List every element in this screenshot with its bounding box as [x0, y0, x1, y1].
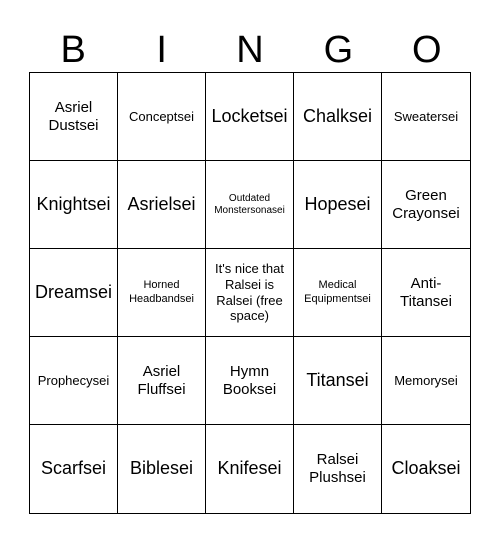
bingo-cell-r3c2[interactable]: Horned Headbandsei	[118, 249, 206, 337]
bingo-cell-r2c2[interactable]: Asrielsei	[118, 161, 206, 249]
bingo-cell-r1c5[interactable]: Sweatersei	[382, 73, 470, 161]
bingo-cell-r3c5[interactable]: Anti-Titansei	[382, 249, 470, 337]
bingo-cell-r1c2[interactable]: Conceptsei	[118, 73, 206, 161]
bingo-cell-r2c1[interactable]: Knightsei	[30, 161, 118, 249]
bingo-cell-r1c3[interactable]: Locketsei	[206, 73, 294, 161]
bingo-cell-r4c2[interactable]: Asriel Fluffsei	[118, 337, 206, 425]
bingo-cell-r4c3[interactable]: Hymn Booksei	[206, 337, 294, 425]
bingo-cell-r2c5[interactable]: Green Crayonsei	[382, 161, 470, 249]
bingo-cell-r5c1[interactable]: Scarfsei	[30, 425, 118, 513]
bingo-cell-r5c2[interactable]: Biblesei	[118, 425, 206, 513]
header-letter-b: B	[60, 29, 86, 71]
bingo-cell-r3c4[interactable]: Medical Equipmentsei	[294, 249, 382, 337]
header-letter-g: G	[323, 29, 354, 71]
bingo-cell-r1c1[interactable]: Asriel Dustsei	[30, 73, 118, 161]
bingo-cell-r4c4[interactable]: Titansei	[294, 337, 382, 425]
header-letter-n: N	[236, 29, 264, 71]
bingo-card	[29, 72, 471, 514]
bingo-cell-r2c4[interactable]: Hopesei	[294, 161, 382, 249]
bingo-cell-free-space[interactable]: It's nice that Ralsei is Ralsei (free space)	[206, 249, 294, 337]
header-letter-i: I	[156, 29, 167, 71]
bingo-cell-r5c3[interactable]: Knifesei	[206, 425, 294, 513]
bingo-cell-r4c5[interactable]: Memorysei	[382, 337, 470, 425]
bingo-header	[29, 28, 471, 72]
header-letter-o: O	[412, 29, 442, 71]
bingo-cell-r1c4[interactable]: Chalksei	[294, 73, 382, 161]
bingo-cell-r2c3[interactable]: Outdated Monstersonasei	[206, 161, 294, 249]
bingo-cell-r5c4[interactable]: Ralsei Plushsei	[294, 425, 382, 513]
bingo-cell-r4c1[interactable]: Prophecysei	[30, 337, 118, 425]
bingo-cell-r5c5[interactable]: Cloaksei	[391, 458, 461, 479]
bingo-cell-r3c1[interactable]: Dreamsei	[30, 249, 118, 337]
